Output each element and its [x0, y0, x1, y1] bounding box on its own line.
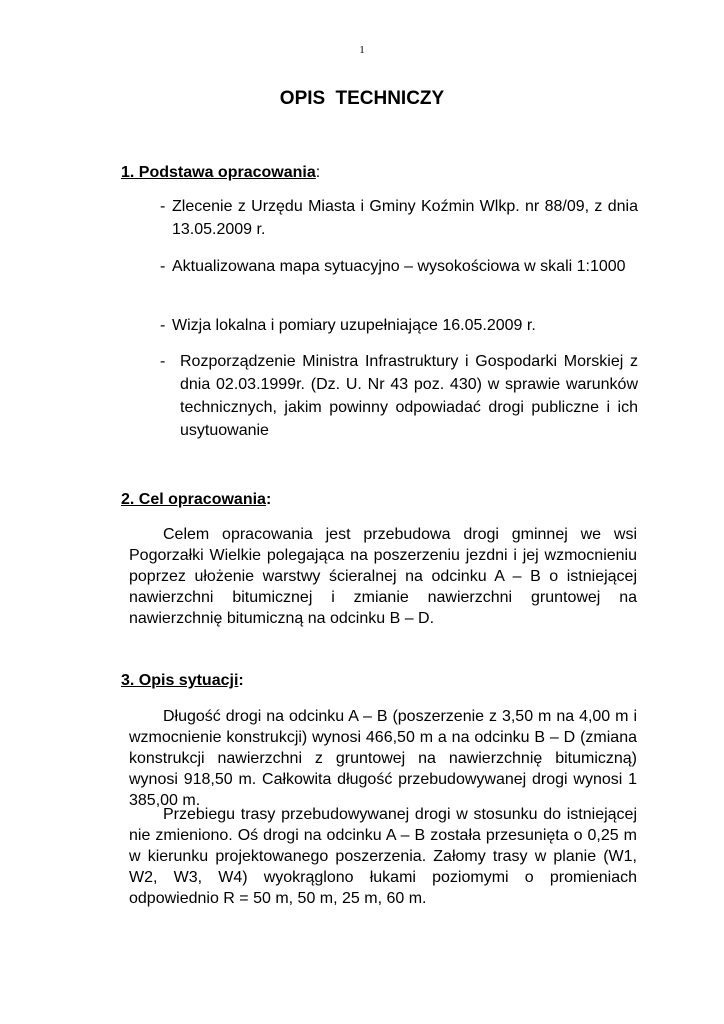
document-title: OPIS TECHNICZY — [279, 88, 445, 109]
list-item-text: Wizja lokalna i pomiary uzupełniające 16.05.2009 r. — [172, 317, 536, 334]
page-number: 1 — [359, 44, 365, 56]
list-dash: - — [160, 258, 166, 275]
section-2-paragraph: Celem opracowania jest przebudowa drogi gminnej we wsi Pogorzałki Wielkie polegająca na poszerzeniu jezdni i jej wzmocnieniu poprzez ułożenie warstwy ścieralnej na odcinku A – B o istniejącej nawierzchni bitumicznej i zmianie nawierzchni gruntowej na nawierzchnię bitumiczną na odcinku B – D. — [129, 526, 637, 627]
section-2-heading-colon: : — [265, 491, 272, 508]
section-3-paragraph-1: Długość drogi na odcinku A – B (poszerzenie z 3,50 m na 4,00 m i wzmocnienie konstrukcji) wynosi 466,50 m a na odcinku B – D (zmiana konstrukcji nawierzchni z gruntowej na nawierzchnię bitumiczną) wynosi 918,50 m. Całkowita długość przebudowywanej drogi wynosi 1 385,00 m. — [129, 708, 637, 809]
list-dash: - — [160, 353, 166, 370]
list-item — [160, 350, 638, 442]
list-item-text: Rozporządzenie Ministra Infrastruktury i Gospodarki Morskiej z dnia 02.03.1999r. (Dz. U. Nr 43 poz. 430) w sprawie warunków technicznych, jakim powinny odpowiadać drogi publiczne i ich usytuowanie — [180, 353, 638, 439]
section-3-heading — [121, 672, 244, 690]
list-item — [160, 255, 638, 278]
section-3-heading-text: 3. Opis sytuacji — [121, 672, 239, 689]
section-2-heading — [121, 491, 271, 509]
list-item — [160, 195, 638, 241]
list-dash: - — [160, 198, 166, 215]
section-3-paragraph-2: Przebiegu trasy przebudowywanej drogi w stosunku do istniejącej nie zmieniono. Oś drogi na odcinku A – B została przesunięta o 0,25 m w kierunku projektowanego poszerzenia. Załomy trasy w planie (W1, W2, W3, W4) wyokrąglono łukami poziomymi o promieniach odpowiednio R = 50 m, 50 m, 25 m, 60 m. — [129, 806, 637, 907]
section-3-heading-colon: : — [238, 672, 244, 689]
section-2-heading-text: 2. Cel opracowania — [121, 491, 266, 508]
list-item-text: Zlecenie z Urzędu Miasta i Gminy Koźmin Wlkp. nr 88/09, z dnia 13.05.2009 r. — [172, 198, 638, 238]
section-1-heading-colon: : — [315, 164, 321, 181]
section-1-heading — [121, 164, 320, 182]
list-item-text: Aktualizowana mapa sytuacyjno – wysokościowa w skali 1:1000 — [172, 258, 626, 275]
list-item — [160, 314, 638, 337]
section-1-heading-text: 1. Podstawa opracowania — [121, 164, 316, 181]
list-dash: - — [160, 317, 166, 334]
